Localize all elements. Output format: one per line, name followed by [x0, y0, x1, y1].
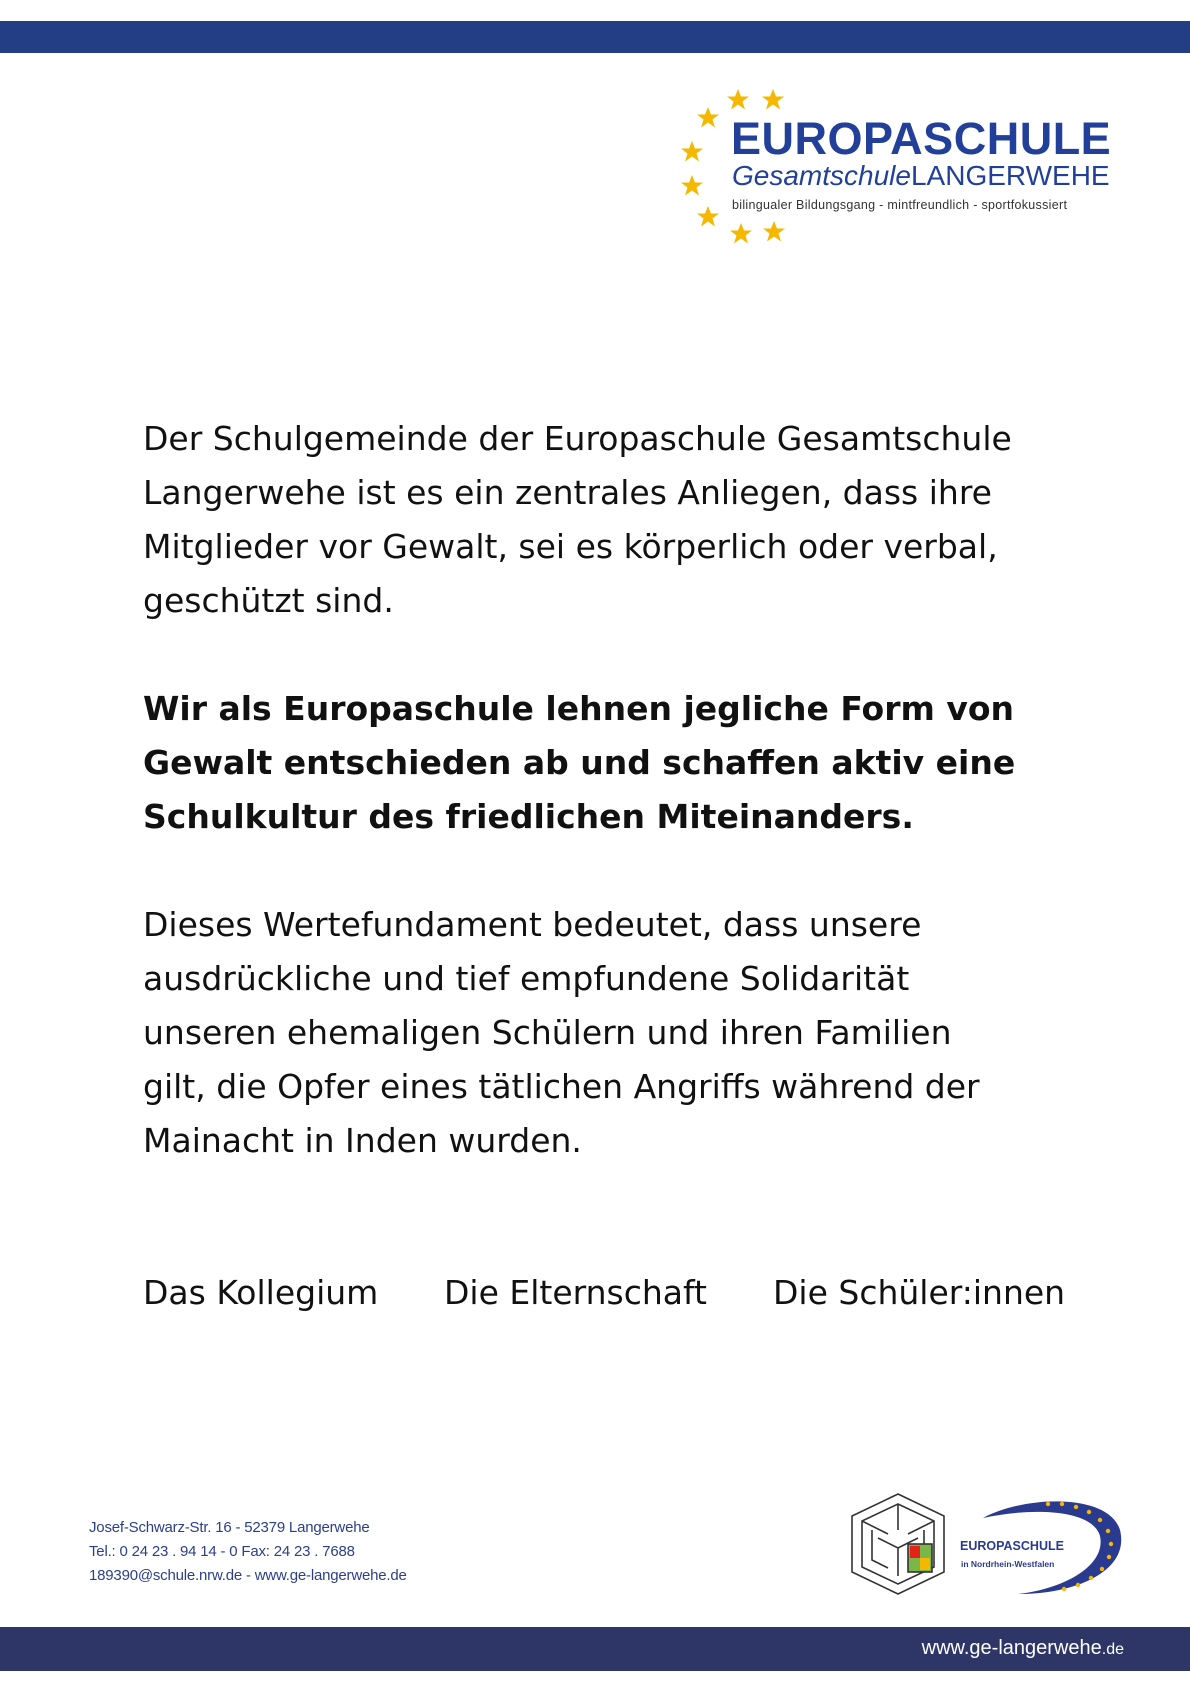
text-line: Gewalt entschieden ab und schaffen aktiv eine — [143, 743, 1016, 782]
text-line: Langerwehe ist es ein zentrales Anliegen, dass ihre — [143, 473, 992, 512]
europaschule-nrw-badge-icon — [960, 1501, 1121, 1594]
badge-subtitle: in Nordrhein-Westfalen — [961, 1559, 1055, 1569]
star-icon — [681, 175, 703, 196]
text-line: Der Schulgemeinde der Europaschule Gesamtschule — [143, 419, 1012, 458]
address-line: Josef-Schwarz-Str. 16 - 52379 Langerwehe — [89, 1519, 370, 1536]
contact-line: Tel.: 0 24 23 . 94 14 - 0 Fax: 24 23 . 7688 — [89, 1543, 355, 1560]
logo-subtitle-plain: LANGERWEHE — [910, 160, 1110, 191]
bottom-color-bar — [0, 1627, 1190, 1671]
footer-website-main: www.ge-langerwehe — [921, 1637, 1102, 1659]
text-line: Mainacht in Inden wurden. — [143, 1121, 582, 1160]
footer-address — [89, 1516, 407, 1588]
school-logo — [670, 82, 1140, 252]
footer-website[interactable] — [922, 1637, 1124, 1660]
text-line: Schulkultur des friedlichen Miteinanders. — [143, 797, 914, 836]
star-icon — [730, 223, 752, 244]
paragraph-solidarity — [143, 898, 1103, 1168]
footer-logos — [848, 1490, 1128, 1610]
logo-title: EUROPASCHULE — [731, 113, 1112, 164]
star-icon — [762, 89, 784, 110]
star-icon — [697, 206, 719, 227]
signature-collegium: Das Kollegium — [143, 1273, 379, 1312]
text-line: Wir als Europaschule lehnen jegliche Form von — [143, 689, 1015, 728]
paragraph-intro — [143, 412, 1103, 628]
star-icon — [681, 141, 703, 162]
signature-parents: Die Elternschaft — [444, 1273, 707, 1312]
star-icon — [697, 107, 719, 128]
signature-students: Die Schüler:innen — [773, 1273, 1066, 1312]
paragraph-stance — [143, 682, 1103, 844]
text-line: ausdrückliche und tief empfundene Solidarität — [143, 959, 910, 998]
logo-subtitle-italic: Gesamtschule — [732, 160, 911, 191]
top-color-bar — [0, 21, 1190, 53]
school-cube-logo-icon — [852, 1494, 944, 1594]
star-icon — [727, 89, 749, 110]
email-web-line: 189390@schule.nrw.de - www.ge-langerwehe.de — [89, 1567, 407, 1584]
star-icon — [763, 221, 785, 242]
footer-website-tld: .de — [1101, 1641, 1124, 1658]
text-line: unseren ehemaligen Schülern und ihren Familien — [143, 1013, 952, 1052]
badge-title: EUROPASCHULE — [960, 1539, 1064, 1553]
text-line: Dieses Wertefundament bedeutet, dass unsere — [143, 905, 922, 944]
text-line: geschützt sind. — [143, 581, 394, 620]
logo-tagline: bilingualer Bildungsgang - mintfreundlich - sportfokussiert — [732, 198, 1068, 212]
text-line: gilt, die Opfer eines tätlichen Angriffs während der — [143, 1067, 980, 1106]
text-line: Mitglieder vor Gewalt, sei es körperlich oder verbal, — [143, 527, 998, 566]
logo-subtitle — [732, 162, 1110, 190]
signature-row — [0, 1273, 1190, 1323]
statement-body — [143, 412, 1103, 1168]
